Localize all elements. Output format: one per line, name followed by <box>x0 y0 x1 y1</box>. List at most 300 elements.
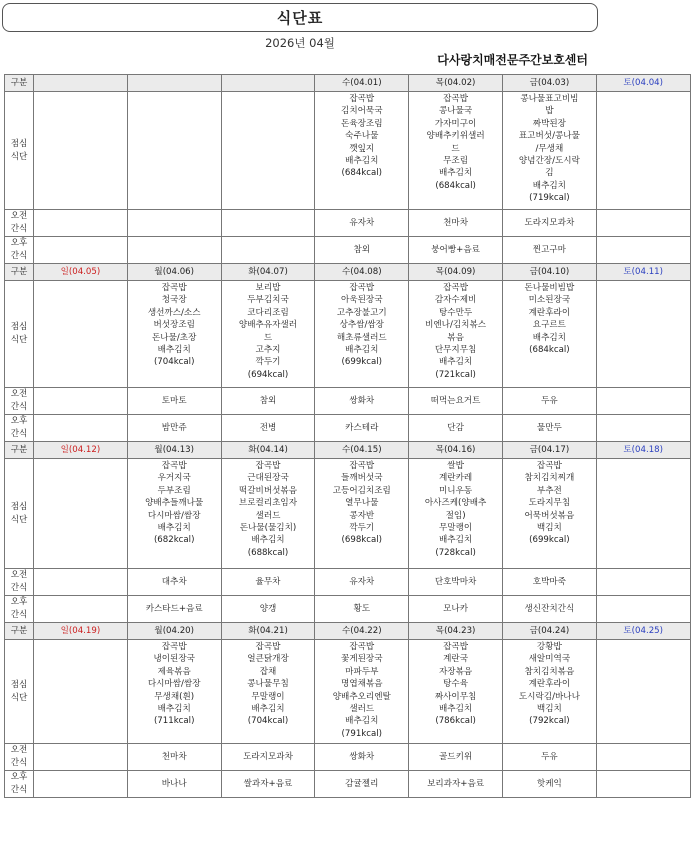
lunch-label-line1: 점심 <box>10 138 28 149</box>
page-title: 식단표 <box>276 9 324 27</box>
title-box <box>2 3 598 32</box>
menu-item: (684kcal) <box>341 168 383 179</box>
menu-item: (786kcal) <box>435 716 476 727</box>
menu-item: 잡곡밥 <box>443 642 469 652</box>
am-snack-cell: 유자차 <box>315 569 409 596</box>
menu-item: 배추김치 <box>532 180 566 191</box>
day-header: 화(04.14) <box>221 442 315 459</box>
lunch-cell <box>315 92 409 210</box>
menu-item: 아욱된장국 <box>341 295 383 306</box>
menu-item: (688kcal) <box>247 547 289 558</box>
lunch-cell <box>34 92 128 210</box>
menu-item: 두부김치국 <box>247 295 289 306</box>
lunch-cell <box>315 640 409 744</box>
menu-item: 무생채(흰) <box>154 691 195 702</box>
pm-snack-label-line1: 오후 <box>10 238 28 248</box>
pm-snack-cell: 모나카 <box>409 596 503 623</box>
menu-item: (711kcal) <box>153 716 195 727</box>
day-header: 화(04.21) <box>221 623 315 640</box>
pm-snack-cell: 양갱 <box>221 596 315 623</box>
pm-snack-row <box>5 415 691 442</box>
menu-item: 표고버섯/콩나물 <box>518 131 580 142</box>
lunch-cell <box>315 459 409 569</box>
day-header: 토(04.11) <box>596 264 690 281</box>
pm-snack-cell: 감귤젤리 <box>315 771 409 798</box>
menu-item: (699kcal) <box>341 357 383 368</box>
day-header: 토(04.04) <box>596 75 690 92</box>
menu-item: 비엔나/김치볶스 <box>425 320 487 331</box>
pm-snack-cell: 카스테라 <box>315 415 409 442</box>
pm-snack-row <box>5 237 691 264</box>
menu-item: (704kcal) <box>247 716 289 727</box>
am-snack-cell: 율무차 <box>221 569 315 596</box>
week-header-row <box>5 264 691 281</box>
menu-item: 무조림 <box>443 156 469 167</box>
menu-item: 참치김치찌개 <box>524 473 575 484</box>
pm-snack-cell: 전병 <box>221 415 315 442</box>
division-label: 구분 <box>5 264 34 281</box>
am-snack-label <box>5 569 34 596</box>
menu-item: 단무지무침 <box>434 345 477 356</box>
lunch-cell <box>127 459 221 569</box>
menu-item: 볶음 <box>447 332 464 343</box>
pm-snack-cell: 카스타드+음료 <box>127 596 221 623</box>
day-header <box>221 75 315 92</box>
menu-item: 깍두기 <box>349 523 375 534</box>
am-snack-label-line2: 간식 <box>10 402 28 412</box>
am-snack-cell: 두유 <box>502 744 596 771</box>
lunch-label <box>5 640 34 744</box>
menu-item: 배추김치 <box>345 716 379 727</box>
menu-item: (682kcal) <box>153 535 195 546</box>
menu-item: 고추장불고기 <box>336 307 387 318</box>
menu-item: 샐러드 <box>349 704 375 715</box>
day-header: 월(04.20) <box>127 623 221 640</box>
lunch-cell <box>502 281 596 388</box>
menu-item: 양배추키위샐러 <box>426 131 485 142</box>
pm-snack-cell: 단감 <box>409 415 503 442</box>
menu-item: (719kcal) <box>529 193 570 204</box>
menu-item: 짜박된장 <box>532 118 566 129</box>
am-snack-cell <box>34 210 128 237</box>
menu-item: 상추쌈/쌈장 <box>339 320 384 331</box>
am-snack-cell: 떠먹는요거트 <box>409 388 503 415</box>
menu-item: 강황밥 <box>536 642 562 652</box>
menu-item: 절임) <box>445 510 466 521</box>
menu-item: 도라지무침 <box>528 498 571 509</box>
menu-item: 배추김치 <box>157 523 191 534</box>
lunch-label <box>5 459 34 569</box>
menu-item: 돈육장조림 <box>341 118 383 129</box>
am-snack-cell: 두유 <box>502 388 596 415</box>
lunch-row <box>5 640 691 744</box>
day-header <box>127 75 221 92</box>
menu-item: (791kcal) <box>341 728 383 739</box>
menu-item: 잡곡밥 <box>349 461 375 471</box>
menu-item: 열무나물 <box>345 498 379 509</box>
week-header-row <box>5 75 691 92</box>
am-snack-cell <box>221 210 315 237</box>
menu-item: 숙주나물 <box>345 131 379 142</box>
am-snack-row <box>5 210 691 237</box>
menu-table <box>4 74 691 798</box>
menu-item: 부추전 <box>536 485 562 496</box>
am-snack-cell: 도라지모과차 <box>502 210 596 237</box>
menu-item: 배추김치 <box>345 156 379 167</box>
am-snack-cell: 토마토 <box>127 388 221 415</box>
menu-item: (698kcal) <box>341 535 383 546</box>
day-header: 일(04.12) <box>34 442 128 459</box>
pm-snack-cell <box>34 415 128 442</box>
am-snack-cell: 대추차 <box>127 569 221 596</box>
lunch-cell <box>409 640 503 744</box>
menu-item: 배추김치 <box>251 535 285 546</box>
pm-snack-cell <box>596 415 690 442</box>
menu-item: (704kcal) <box>153 357 195 368</box>
menu-item: 잡곡밥 <box>443 283 469 293</box>
am-snack-label <box>5 388 34 415</box>
lunch-label <box>5 92 34 210</box>
am-snack-cell: 도라지모과차 <box>221 744 315 771</box>
lunch-cell <box>315 281 409 388</box>
day-header: 일(04.19) <box>34 623 128 640</box>
pm-snack-cell: 붕어빵+음료 <box>409 237 503 264</box>
menu-item: 보리밥 <box>255 283 281 293</box>
menu-item: 무말랭이 <box>251 691 285 702</box>
menu-item: 코다리조림 <box>247 307 289 318</box>
menu-item: 배추김치 <box>532 332 566 343</box>
menu-item: 탕수만두 <box>438 307 473 318</box>
day-header: 수(04.08) <box>315 264 409 281</box>
menu-item: 자장볶음 <box>438 666 473 677</box>
menu-item: 다시마쌈/쌈장 <box>147 510 201 521</box>
menu-item: 배추김치 <box>345 345 379 356</box>
lunch-label-line1: 점심 <box>10 679 28 690</box>
menu-item: 양배추들깨나물 <box>145 498 204 509</box>
menu-item: 잡채 <box>259 666 277 677</box>
lunch-row <box>5 459 691 569</box>
menu-item: 드 <box>451 143 460 154</box>
pm-snack-cell: 생신잔치간식 <box>502 596 596 623</box>
menu-item: (694kcal) <box>247 369 289 380</box>
menu-item: 계란후라이 <box>528 679 571 690</box>
am-snack-cell: 유자차 <box>315 210 409 237</box>
am-snack-cell: 쌍화차 <box>315 388 409 415</box>
menu-item: 콩자반 <box>349 510 375 521</box>
am-snack-cell <box>596 210 690 237</box>
lunch-cell <box>221 459 315 569</box>
menu-item: 쌀밥 <box>447 461 464 471</box>
menu-item: 잡곡밥 <box>255 461 281 471</box>
am-snack-cell <box>34 744 128 771</box>
menu-item: 잡곡밥 <box>349 283 375 293</box>
menu-item: 고등어김치조림 <box>332 485 391 496</box>
menu-item: 잡곡밥 <box>161 642 187 652</box>
division-label: 구분 <box>5 442 34 459</box>
menu-item: 고추지 <box>255 345 281 356</box>
lunch-cell <box>127 92 221 210</box>
menu-item: 생선까스/소스 <box>147 307 201 318</box>
am-snack-label-line1: 오전 <box>10 570 28 580</box>
pm-snack-label-line1: 오후 <box>10 772 28 782</box>
am-snack-cell: 천마차 <box>127 744 221 771</box>
menu-item: 백김치 <box>536 523 562 534</box>
lunch-cell <box>127 281 221 388</box>
day-header: 토(04.25) <box>596 623 690 640</box>
am-snack-cell <box>34 388 128 415</box>
pm-snack-cell: 핫케익 <box>502 771 596 798</box>
menu-item: 계란후라이 <box>528 307 571 318</box>
menu-item: 해초류샐러드 <box>336 332 387 343</box>
menu-item: 꽃게된장국 <box>341 654 383 665</box>
menu-item: 마파두부 <box>345 666 379 677</box>
menu-item: 깍두기 <box>255 357 281 368</box>
menu-item: 배추김치 <box>438 168 473 179</box>
menu-item: 잡곡밥 <box>161 461 187 471</box>
pm-snack-label-line1: 오후 <box>10 416 28 426</box>
lunch-cell <box>127 640 221 744</box>
menu-item: 가자미구이 <box>434 118 477 129</box>
day-header: 목(04.16) <box>409 442 503 459</box>
lunch-row <box>5 92 691 210</box>
menu-item: 미소된장국 <box>528 295 571 306</box>
pm-snack-cell: 쌀과자+음료 <box>221 771 315 798</box>
menu-item: 양념간장/도시락 <box>518 156 580 167</box>
day-header: 목(04.09) <box>409 264 503 281</box>
menu-item: /무생채 <box>535 143 564 154</box>
menu-item: 무말랭이 <box>438 523 473 534</box>
lunch-cell <box>596 92 690 210</box>
menu-item: 양배추유자샐러 <box>238 320 298 331</box>
day-header: 수(04.15) <box>315 442 409 459</box>
lunch-cell <box>409 459 503 569</box>
pm-snack-cell: 밤만쥬 <box>127 415 221 442</box>
menu-item: (792kcal) <box>529 716 570 727</box>
day-header: 금(04.03) <box>502 75 596 92</box>
division-label: 구분 <box>5 623 34 640</box>
lunch-cell <box>502 92 596 210</box>
pm-snack-row <box>5 596 691 623</box>
menu-item: 샐러드 <box>255 510 281 521</box>
lunch-cell <box>502 459 596 569</box>
am-snack-row <box>5 388 691 415</box>
menu-item: 김치어묵국 <box>341 106 383 117</box>
menu-item: 배추김치 <box>438 535 473 546</box>
menu-item: 명엽채볶음 <box>341 679 383 690</box>
pm-snack-label-line2: 간식 <box>10 251 28 261</box>
month-label: 2026년 04월 <box>265 36 335 50</box>
am-snack-cell: 천마차 <box>409 210 503 237</box>
menu-item: 배추김치 <box>157 345 191 356</box>
pm-snack-label <box>5 237 34 264</box>
menu-item: 청국장 <box>161 295 187 306</box>
menu-item: 떡갈비버섯볶음 <box>238 485 298 496</box>
menu-item: 잡곡밥 <box>161 283 187 293</box>
am-snack-cell <box>596 569 690 596</box>
pm-snack-cell <box>127 237 221 264</box>
menu-item: (699kcal) <box>529 535 570 546</box>
day-header: 목(04.02) <box>409 75 503 92</box>
menu-item: 제육볶음 <box>157 666 191 677</box>
menu-item: 요구르트 <box>532 320 566 331</box>
menu-item: (721kcal) <box>435 369 476 380</box>
pm-snack-label-line2: 간식 <box>10 610 28 620</box>
pm-snack-cell: 물만두 <box>502 415 596 442</box>
week-header-row <box>5 623 691 640</box>
lunch-cell <box>409 281 503 388</box>
am-snack-cell: 참외 <box>221 388 315 415</box>
organization-name: 다사랑치매전문주간보호센터 <box>437 53 588 67</box>
am-snack-label-line2: 간식 <box>10 758 28 768</box>
am-snack-row <box>5 744 691 771</box>
pm-snack-cell <box>221 237 315 264</box>
pm-snack-cell: 찐고구마 <box>502 237 596 264</box>
menu-item: 계란국 <box>443 654 469 665</box>
day-header: 토(04.18) <box>596 442 690 459</box>
pm-snack-label-line2: 간식 <box>10 785 28 795</box>
week-header-row <box>5 442 691 459</box>
menu-item: 잡곡밥 <box>536 461 562 471</box>
lunch-label-line2: 식단 <box>10 514 28 525</box>
menu-item: 두부조림 <box>157 485 191 496</box>
day-header: 화(04.07) <box>221 264 315 281</box>
menu-item: 잡곡밥 <box>349 642 375 652</box>
lunch-cell <box>596 459 690 569</box>
am-snack-cell <box>34 569 128 596</box>
pm-snack-label <box>5 415 34 442</box>
lunch-cell <box>409 92 503 210</box>
pm-snack-cell: 황도 <box>315 596 409 623</box>
menu-item: 드 <box>263 332 273 343</box>
pm-snack-cell: 참외 <box>315 237 409 264</box>
lunch-cell <box>221 92 315 210</box>
am-snack-label-line2: 간식 <box>10 583 28 593</box>
menu-item: 배추김치 <box>157 704 191 715</box>
menu-item: 김 <box>545 168 554 179</box>
day-header: 월(04.06) <box>127 264 221 281</box>
am-snack-label-line1: 오전 <box>10 389 28 399</box>
lunch-cell <box>502 640 596 744</box>
menu-item: 브로컬리초임자 <box>238 498 298 509</box>
menu-item: 돈나물/초장 <box>151 332 197 343</box>
pm-snack-row <box>5 771 691 798</box>
am-snack-label-line2: 간식 <box>10 224 28 234</box>
pm-snack-label-line1: 오후 <box>10 597 28 607</box>
menu-item: 배추김치 <box>438 704 473 715</box>
menu-item: 깻잎지 <box>349 143 375 154</box>
am-snack-label <box>5 210 34 237</box>
pm-snack-cell: 보리과자+음료 <box>409 771 503 798</box>
menu-item: (728kcal) <box>435 547 476 558</box>
menu-item: 아사즈케(양배추 <box>424 498 487 509</box>
am-snack-cell: 쌍화차 <box>315 744 409 771</box>
menu-item: 얼큰닭개장 <box>247 654 289 665</box>
day-header: 월(04.13) <box>127 442 221 459</box>
menu-item: 잡곡밥 <box>443 94 469 104</box>
pm-snack-cell <box>34 596 128 623</box>
pm-snack-cell <box>34 237 128 264</box>
menu-item: 돈나물(물김치) <box>239 523 297 534</box>
lunch-cell <box>221 281 315 388</box>
menu-item: 우거지국 <box>157 473 191 484</box>
am-snack-cell: 호박마죽 <box>502 569 596 596</box>
pm-snack-cell <box>34 771 128 798</box>
am-snack-label-line1: 오전 <box>10 745 28 755</box>
lunch-cell <box>34 459 128 569</box>
menu-item: 짜사이무침 <box>434 691 477 702</box>
pm-snack-label <box>5 771 34 798</box>
day-header <box>34 75 128 92</box>
division-label: 구분 <box>5 75 34 92</box>
lunch-cell <box>596 640 690 744</box>
am-snack-cell <box>127 210 221 237</box>
pm-snack-cell <box>596 237 690 264</box>
menu-item: 도시락김/바나나 <box>518 691 580 702</box>
menu-item: 콩나물무침 <box>247 679 289 690</box>
menu-item: 냉이된장국 <box>153 654 195 665</box>
menu-item: 밥 <box>545 106 554 117</box>
pm-snack-label <box>5 596 34 623</box>
menu-item: 버섯장조림 <box>153 320 195 331</box>
am-snack-cell: 골드키위 <box>409 744 503 771</box>
pm-snack-cell <box>596 596 690 623</box>
lunch-label <box>5 281 34 388</box>
menu-item: (684kcal) <box>435 180 476 191</box>
menu-item: 감자수제비 <box>434 295 477 306</box>
am-snack-label-line1: 오전 <box>10 211 28 221</box>
lunch-cell <box>596 281 690 388</box>
lunch-label-line1: 점심 <box>10 322 28 332</box>
menu-item: 돈나물비빔밥 <box>524 283 575 293</box>
lunch-cell <box>34 640 128 744</box>
menu-item: 콩나물국 <box>438 106 473 117</box>
lunch-cell <box>221 640 315 744</box>
pm-snack-cell <box>596 771 690 798</box>
menu-item: 다시마쌈/쌈장 <box>147 679 201 690</box>
lunch-label-line1: 점심 <box>10 501 28 512</box>
menu-item: 배추김치 <box>438 357 473 368</box>
lunch-label-line2: 식단 <box>10 151 28 162</box>
am-snack-cell <box>596 744 690 771</box>
menu-item: 백김치 <box>536 704 562 715</box>
menu-item: (684kcal) <box>529 345 570 356</box>
am-snack-cell <box>596 388 690 415</box>
lunch-cell <box>34 281 128 388</box>
am-snack-label <box>5 744 34 771</box>
menu-item: 계란카레 <box>438 473 473 484</box>
menu-item: 어묵버섯볶음 <box>524 510 575 521</box>
day-header: 수(04.01) <box>315 75 409 92</box>
menu-item: 콩나물표고비빔 <box>520 94 579 104</box>
menu-item: 탕수육 <box>443 679 469 690</box>
pm-snack-cell: 바나나 <box>127 771 221 798</box>
pm-snack-label-line2: 간식 <box>10 429 28 439</box>
menu-item: 미니우동 <box>438 485 473 496</box>
lunch-label-line2: 식단 <box>10 692 28 703</box>
menu-item: 배추김치 <box>251 704 285 715</box>
day-header: 일(04.05) <box>34 264 128 281</box>
day-header: 목(04.23) <box>409 623 503 640</box>
menu-item: 잡곡밥 <box>349 94 375 104</box>
menu-item: 근대된장국 <box>247 473 289 484</box>
lunch-label-line2: 식단 <box>10 335 28 345</box>
day-header: 금(04.10) <box>502 264 596 281</box>
am-snack-row <box>5 569 691 596</box>
menu-item: 잡곡밥 <box>255 642 281 652</box>
day-header: 수(04.22) <box>315 623 409 640</box>
menu-item: 들깨버섯국 <box>341 473 383 484</box>
menu-item: 양배추오리엔탈 <box>332 691 391 702</box>
